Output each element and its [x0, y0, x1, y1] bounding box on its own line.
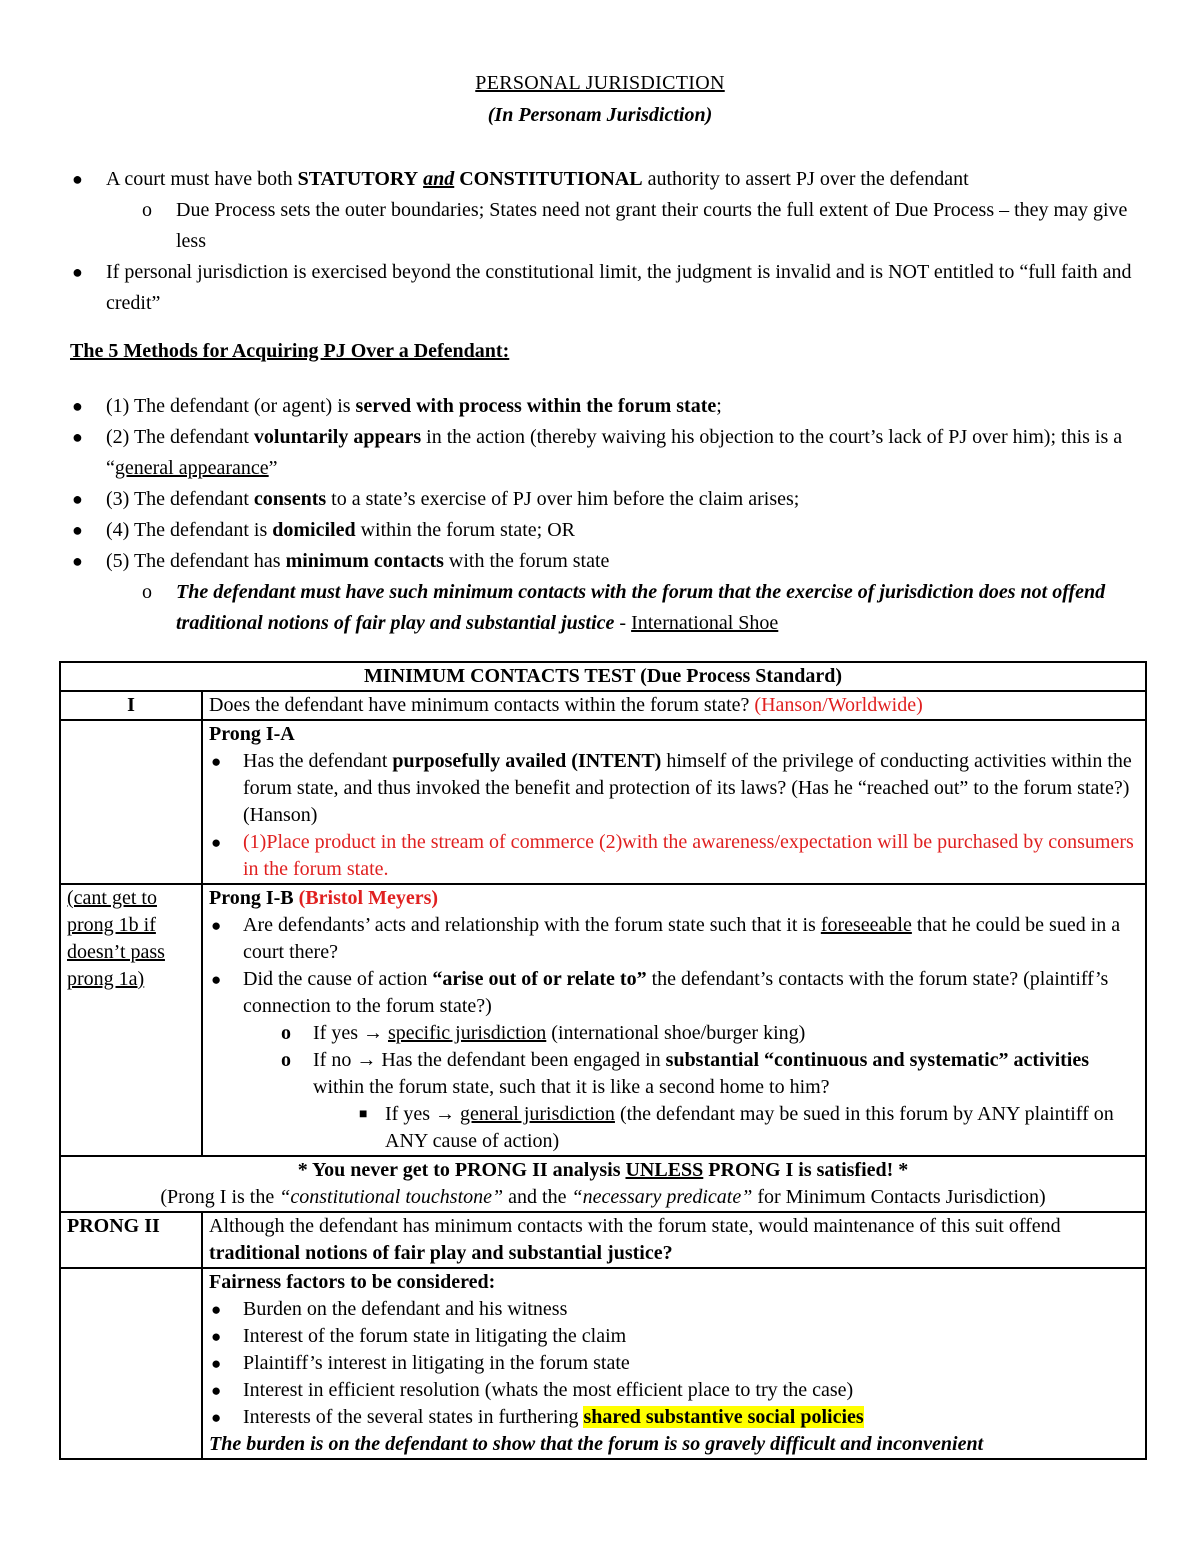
bullet-icon: ● — [72, 427, 83, 447]
list-item: ● Did the cause of action “arise out of or relate to” the defendant’s contacts with the forum state? (plaintiff’s connection to the forum state?) — [211, 968, 1109, 1017]
hollow-bullet-icon: o — [142, 199, 152, 221]
bullet-icon: ● — [72, 520, 83, 540]
bullet-icon: ● — [72, 262, 83, 282]
sub-list-item: o Due Process sets the outer boundaries; States need not grant their courts the full extent of Due Process – they may give less — [70, 195, 1140, 257]
list-item: ● Plaintiff’s interest in litigating in the forum state — [209, 1350, 1139, 1377]
sub-list-item: o If yes → specific jurisdiction (international shoe/burger king) — [209, 1020, 1139, 1047]
table-header: MINIMUM CONTACTS TEST (Due Process Standard) — [60, 662, 1146, 691]
table-row — [60, 1268, 1146, 1459]
arrow-right-icon: → — [434, 1103, 455, 1125]
bullet-icon: ● — [211, 916, 222, 935]
table-cell — [60, 720, 202, 884]
bullet-icon: ● — [211, 1300, 222, 1319]
bullet-icon: ● — [72, 169, 83, 189]
sub-list-item: o The defendant must have such minimum contacts with the forum that the exercise of jurisdiction does not offend traditional notions of fair play and substantial justice - International Shoe — [70, 577, 1140, 639]
list-item: ● Interest in efficient resolution (whats the most efficient place to try the case) — [209, 1377, 1139, 1404]
hollow-bullet-icon: o — [281, 1022, 291, 1044]
bullet-icon: ● — [211, 1408, 222, 1427]
table-row — [60, 1156, 1146, 1212]
list-item: ● (4) The defendant is domiciled within the forum state; OR — [70, 515, 1140, 546]
side-note: (cant get to prong 1b if doesn’t pass prong 1a) — [60, 884, 202, 1156]
methods-list — [70, 391, 1140, 639]
page-title: PERSONAL JURISDICTION — [475, 72, 725, 94]
list-item: ● Are defendants’ acts and relationship with the forum state such that it is foreseeable that he could be sued in a court there? — [211, 914, 1121, 963]
list-item: ● A court must have both STATUTORY and CONSTITUTIONAL authority to assert PJ over the defendant — [70, 164, 1140, 195]
list-item: ● Interests of the several states in furthering shared substantive social policies — [209, 1404, 1139, 1431]
minimum-contacts-table — [59, 661, 1147, 1460]
arrow-right-icon: → — [362, 1022, 383, 1044]
arrow-right-icon: → — [356, 1049, 377, 1071]
table-row — [60, 720, 1146, 884]
hollow-bullet-icon: o — [281, 1049, 291, 1071]
table-cell: Does the defendant have minimum contacts within the forum state? (Hanson/Worldwide) — [202, 691, 1146, 720]
bullet-icon: ● — [72, 551, 83, 571]
list-item: ● (2) The defendant voluntarily appears in the action (thereby waiving his objection to the court’s lack of PJ over him); this is a “general appearance” — [70, 422, 1140, 484]
list-item: ● Burden on the defendant and his witness — [209, 1296, 1139, 1323]
list-item: ● Interest of the forum state in litigating the claim — [209, 1323, 1139, 1350]
bullet-icon: ● — [211, 970, 222, 989]
bullet-icon: ● — [211, 1327, 222, 1346]
table-row — [60, 1212, 1146, 1268]
bullet-icon: ● — [211, 1381, 222, 1400]
sub-sub-list-item: ■ If yes → general jurisdiction (the defendant may be sued in this forum by ANY plaintiff on ANY cause of action) — [359, 1103, 1114, 1152]
bullet-icon: ● — [211, 752, 222, 771]
row-label: I — [60, 691, 202, 720]
list-item: ● (3) The defendant consents to a state’s exercise of PJ over him before the claim arises; — [70, 484, 1140, 515]
prong-ib-title: Prong I-B (Bristol Meyers) — [209, 887, 439, 909]
list-item: ● Has the defendant purposefully availed (INTENT) himself of the privilege of conducting activities within the forum state, and thus invoked the benefit and protection of its laws? (Has he “reached out” to the forum state?) (Hanson) — [211, 750, 1132, 826]
bullet-icon: ● — [211, 1354, 222, 1373]
table-row — [60, 691, 1146, 720]
table-cell — [202, 720, 1146, 884]
table-cell — [202, 1268, 1146, 1459]
bullet-icon: ● — [72, 489, 83, 509]
highlighted-text: shared substantive social policies — [583, 1406, 864, 1428]
prong-ia-title: Prong I-A — [209, 723, 295, 745]
bullet-icon: ● — [211, 833, 222, 852]
sub-list-item: o If no → Has the defendant been engaged in substantial “continuous and systematic” activities within the forum state, such that it is like a second home to him? — [281, 1049, 1090, 1098]
page-subtitle: (In Personam Jurisdiction) — [487, 104, 713, 126]
burden-note: The burden is on the defendant to show that the forum is so gravely difficult and inconvenient — [209, 1433, 984, 1455]
intro-list — [70, 164, 1140, 319]
list-item: ● (1)Place product in the stream of commerce (2)with the awareness/expectation will be purchased by consumers in the forum state. — [211, 831, 1134, 880]
table-cell — [60, 1268, 202, 1459]
list-item: ● If personal jurisdiction is exercised beyond the constitutional limit, the judgment is invalid and is NOT entitled to “full faith and credit” — [70, 257, 1140, 319]
row-label: PRONG II — [60, 1212, 202, 1268]
list-item: ● (1) The defendant (or agent) is served with process within the forum state; — [70, 391, 1140, 422]
square-bullet-icon: ■ — [359, 1107, 368, 1122]
table-cell — [202, 884, 1146, 1156]
fairness-title: Fairness factors to be considered: — [209, 1271, 496, 1293]
prong-note: * You never get to PRONG II analysis UNLESS PRONG I is satisfied! * (Prong I is the “constitutional touchstone” and the “necessary predicate” for Minimum Contacts Jurisdiction) — [60, 1156, 1146, 1212]
table-cell: Although the defendant has minimum contacts with the forum state, would maintenance of this suit offend traditional notions of fair play and substantial justice? — [202, 1212, 1146, 1268]
table-row — [60, 884, 1146, 1156]
list-item: ● (5) The defendant has minimum contacts with the forum state — [70, 546, 1140, 577]
hollow-bullet-icon: o — [142, 581, 152, 603]
methods-heading: The 5 Methods for Acquiring PJ Over a Defendant: — [70, 340, 510, 362]
table-row — [60, 662, 1146, 691]
bullet-icon: ● — [72, 396, 83, 416]
